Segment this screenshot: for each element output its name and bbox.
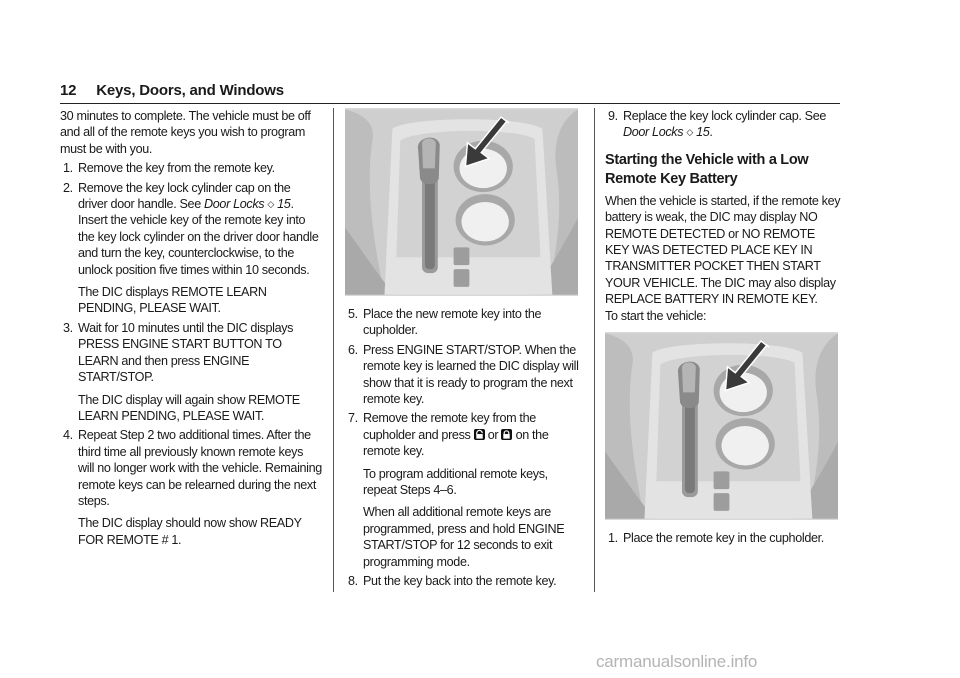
step-8 (345, 573, 581, 589)
cupholder-photo (345, 108, 578, 296)
step-text: Remove the key from the remote key. (78, 161, 275, 176)
step-number: 2. (63, 180, 73, 195)
step-2 (60, 180, 322, 317)
step-number: 3. (63, 320, 73, 335)
step-note: The DIC displays REMOTE LEARN PENDING, PLEASE WAIT. (78, 285, 267, 316)
step-4 (60, 427, 322, 548)
intro-paragraph: 30 minutes to complete. The vehicle must be off and all of the remote keys you wish to program must be with you. (60, 109, 311, 156)
xref-door-locks[interactable]: Door Locks (623, 125, 684, 140)
column-divider (333, 108, 334, 592)
section-title: Keys, Doors, and Windows (96, 82, 284, 99)
step-text: Wait for 10 minutes until the DIC displays PRESS ENGINE START BUTTON TO LEARN and then press ENGINE START/STOP. (78, 320, 294, 385)
step-note: To program additional remote keys, repeat Steps 4–6. (363, 466, 548, 498)
unlock-icon (474, 429, 485, 440)
page-ref-icon: ◇ (686, 127, 693, 138)
section-heading: Starting the Vehicle with a Low Remote Key Battery (605, 151, 809, 187)
watermark: carmanualsonline.info (596, 652, 758, 671)
lock-icon (501, 429, 512, 440)
step-text: Press ENGINE START/STOP. When the remote key is learned the DIC display will show that it is ready to program the next remote key. (363, 342, 579, 407)
step-number: 1. (608, 531, 618, 546)
step-text: Replace the key lock cylinder cap. See Door Locks ◇ 15. (623, 109, 827, 140)
step-text: Remove the key lock cylinder cap on the driver door handle. See Door Locks ◇ 15. Insert the vehicle key of the remote key into the key lock cylinder on the driver door handle and turn the key, counterclockwise, to the unlock position five times within 10 seconds. (78, 180, 319, 277)
header-rule (60, 103, 840, 104)
xref-door-locks[interactable]: Door Locks (204, 197, 265, 212)
step-text: Place the new remote key into the cupholder. (363, 307, 542, 338)
step-note: The DIC display should now show READY FOR REMOTE # 1. (78, 516, 302, 547)
column-right (605, 108, 841, 546)
page-number: 12 (60, 82, 77, 99)
column-middle (345, 108, 581, 590)
step-number: 8. (348, 574, 358, 589)
step-text: Repeat Step 2 two additional times. After the third time all previously known remote keys will no longer work with the vehicle. Remaining remote keys can be relearned during the next steps. (78, 428, 322, 508)
xref-page[interactable]: 15 (277, 197, 291, 212)
step-number: 1. (63, 161, 73, 176)
step-text: Remove the remote key from the cupholder and press or on the remote key. (363, 411, 549, 459)
step-6 (345, 342, 581, 408)
lead-text: To start the vehicle: (605, 308, 707, 323)
step-9 (605, 108, 841, 141)
body-paragraph: When the vehicle is started, if the remote key battery is weak, the DIC may display NO REMOTE DETECTED or NO REMOTE KEY WAS DETECTED PLACE KEY IN TRANSMITTER POCKET THEN START YOUR VEHICLE. The DIC may also display REPLACE BATTERY IN REMOTE KEY. (605, 193, 841, 307)
step-number: 6. (348, 342, 358, 357)
step-3 (60, 320, 322, 424)
step-text: Put the key back into the remote key. (363, 574, 557, 589)
column-divider (594, 108, 595, 592)
step-5 (345, 306, 581, 339)
column-left (60, 108, 322, 548)
step-note: The DIC display will again show REMOTE LEARN PENDING, PLEASE WAIT. (78, 392, 300, 423)
step-number: 7. (348, 411, 358, 426)
page-ref-icon: ◇ (267, 199, 274, 210)
step-7 (345, 410, 581, 570)
step-number: 9. (608, 109, 618, 123)
running-header (60, 82, 284, 99)
step-number: 4. (63, 428, 73, 443)
cupholder-photo (605, 332, 838, 520)
step-note: When all additional remote keys are programmed, press and hold ENGINE START/STOP for 12 seconds to exit programming mode. (363, 505, 565, 569)
xref-page[interactable]: 15 (696, 125, 710, 140)
step-number: 5. (348, 307, 358, 321)
step-text: Place the remote key in the cupholder. (623, 531, 824, 546)
step-1 (605, 530, 841, 546)
step-1 (60, 160, 322, 176)
